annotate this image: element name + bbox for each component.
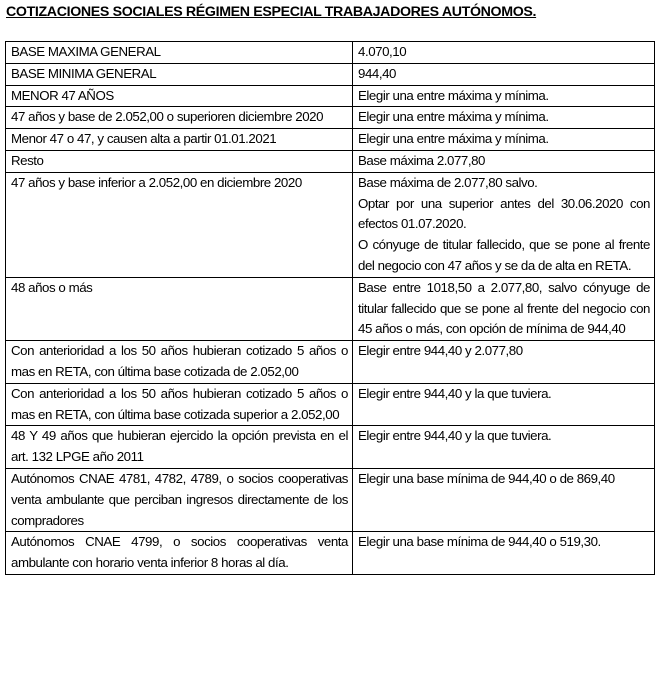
condition-cell: Autónomos CNAE 4781, 4782, 4789, o socios cooperativas venta ambulante que perciban ingresos directamente de los compradores (6, 468, 353, 531)
condition-cell: BASE MINIMA GENERAL (6, 63, 353, 85)
condition-cell: 48 Y 49 años que hubieran ejercido la opción prevista en el art. 132 LPGE año 2011 (6, 426, 353, 469)
base-cell (353, 277, 655, 340)
table-row (6, 172, 655, 277)
base-text: Elegir una entre máxima y mínima. (358, 87, 549, 103)
base-cell (353, 42, 655, 64)
condition-cell: Resto (6, 150, 353, 172)
condition-cell: Con anterioridad a los 50 años hubieran cotizado 5 años o mas en RETA, con última base cotizada de 2.052,00 (6, 341, 353, 384)
page-title: COTIZACIONES SOCIALES RÉGIMEN ESPECIAL TRABAJADORES AUTÓNOMOS. (6, 4, 537, 20)
base-text: Base máxima 2.077,80 (358, 152, 486, 168)
table-row (6, 468, 655, 531)
base-text: Base entre 1018,50 a 2.077,80, salvo cónyuge de titular fallecido que se pone al frente del negocio con 45 años o más, con opción de mínima de 944,40 (358, 279, 650, 337)
base-cell (353, 532, 655, 575)
base-text: Base máxima de 2.077,80 salvo. (358, 174, 538, 190)
base-text: Elegir una entre máxima y mínima. (358, 131, 549, 147)
table-row (6, 129, 655, 151)
base-cell (353, 129, 655, 151)
base-text: Elegir una base mínima de 944,40 o de 869,40 (358, 470, 615, 486)
base-text: Elegir entre 944,40 y la que tuviera. (358, 428, 552, 444)
condition-cell: BASE MAXIMA GENERAL (6, 42, 353, 64)
base-cell (353, 150, 655, 172)
table-row (6, 107, 655, 129)
base-text: 944,40 (358, 65, 396, 81)
table-row (6, 426, 655, 469)
table-row (6, 383, 655, 426)
table-row (6, 42, 655, 64)
base-cell (353, 341, 655, 384)
base-text: 4.070,10 (358, 44, 407, 59)
base-cell (353, 468, 655, 531)
table-row (6, 277, 655, 340)
base-text: Optar por una superior antes del 30.06.2020 con efectos 01.07.2020. (358, 195, 650, 232)
condition-cell: 47 años y base de 2.052,00 o superioren diciembre 2020 (6, 107, 353, 129)
condition-cell: Con anterioridad a los 50 años hubieran cotizado 5 años o mas en RETA, con última base cotizada superior a 2.052,00 (6, 383, 353, 426)
base-cell (353, 85, 655, 107)
table-row (6, 63, 655, 85)
base-cell (353, 383, 655, 426)
base-cell (353, 172, 655, 277)
base-text: Elegir una base mínima de 944,40 o 519,30. (358, 534, 601, 550)
contribution-table (5, 41, 655, 575)
table-row (6, 532, 655, 575)
table-row (6, 341, 655, 384)
table-row (6, 85, 655, 107)
table-row (6, 150, 655, 172)
condition-cell: Autónomos CNAE 4799, o socios cooperativas venta ambulante con horario venta inferior 8 horas al día. (6, 532, 353, 575)
base-cell (353, 63, 655, 85)
condition-cell: 48 años o más (6, 277, 353, 340)
base-text: Elegir entre 944,40 y 2.077,80 (358, 343, 523, 359)
condition-cell: 47 años y base inferior a 2.052,00 en diciembre 2020 (6, 172, 353, 277)
base-text: Elegir entre 944,40 y la que tuviera. (358, 385, 552, 401)
condition-cell: Menor 47 o 47, y causen alta a partir 01.01.2021 (6, 129, 353, 151)
base-cell (353, 426, 655, 469)
base-cell (353, 107, 655, 129)
base-text: O cónyuge de titular fallecido, que se pone al frente del negocio con 47 años y se da de alta en RETA. (358, 237, 650, 273)
base-text: Elegir una entre máxima y mínima. (358, 109, 549, 125)
condition-cell: MENOR 47 AÑOS (6, 85, 353, 107)
